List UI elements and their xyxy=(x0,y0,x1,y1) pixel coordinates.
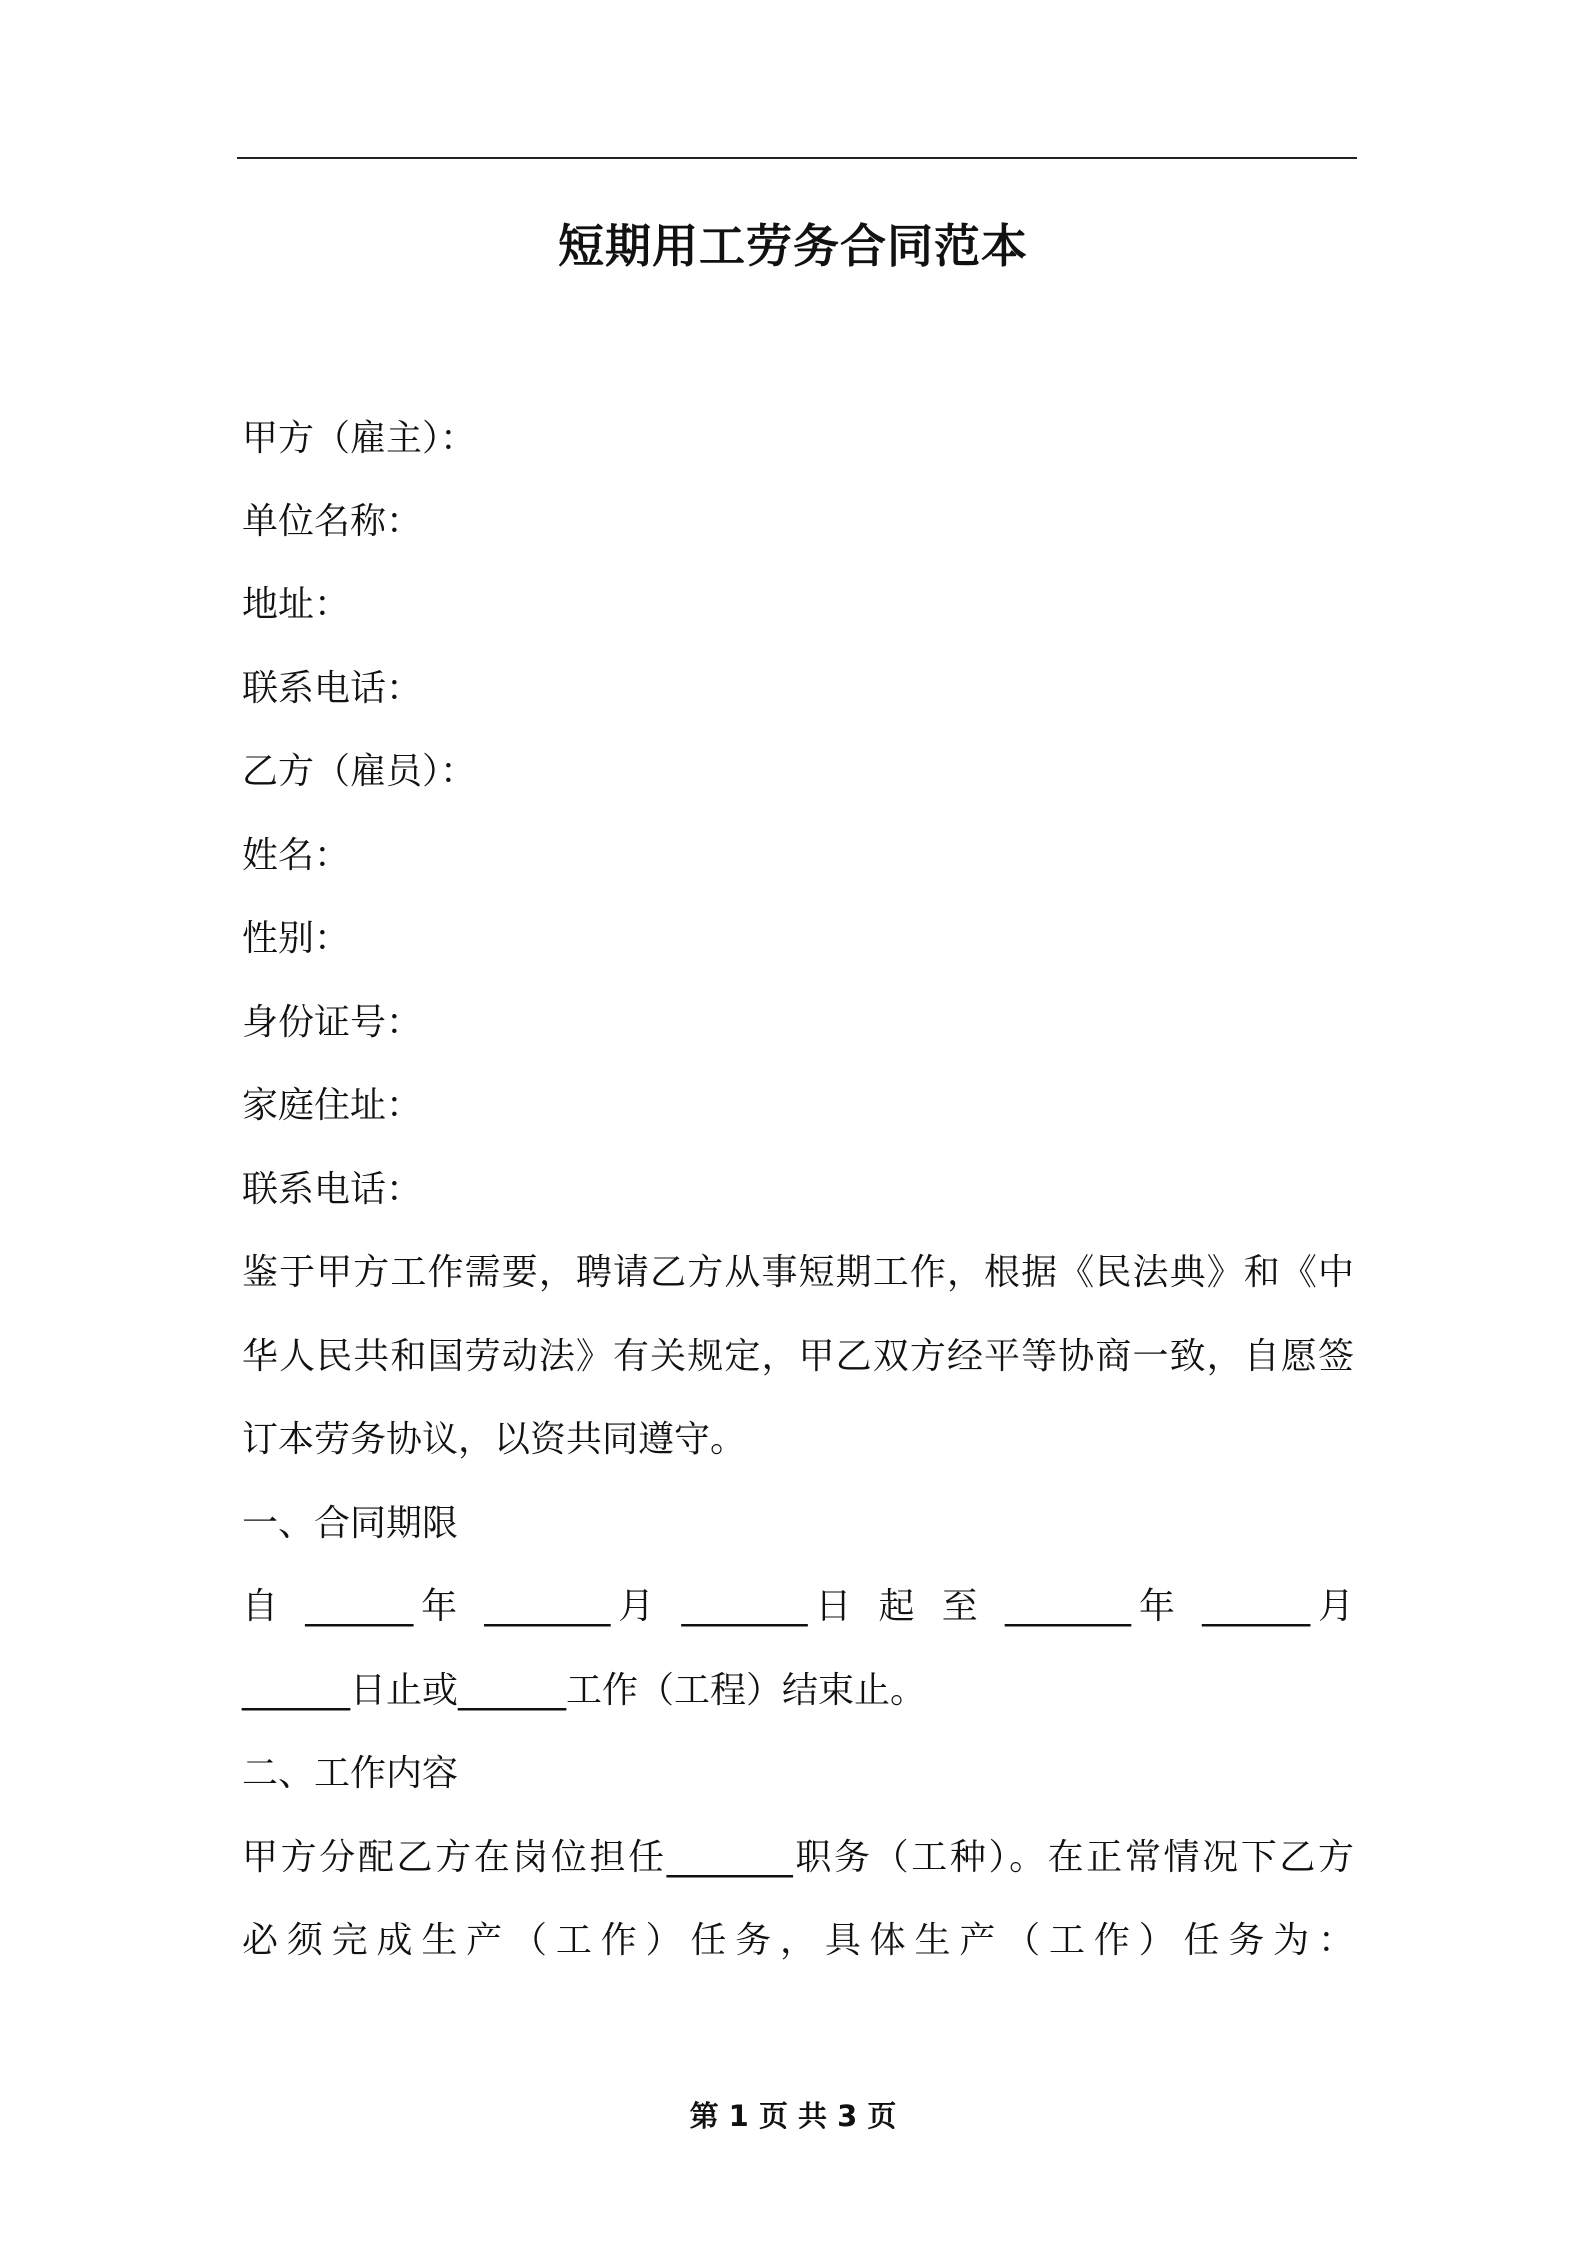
preamble-line-2: 华人民共和国劳动法》有关规定，甲乙双方经平等协商一致，自愿签 xyxy=(242,1336,1354,1377)
party-b-heading: 乙方（雇员）： xyxy=(242,751,477,792)
preamble-line-3: 订本劳务协议，以资共同遵守。 xyxy=(242,1419,747,1460)
section-1-heading: 一、合同期限 xyxy=(242,1503,459,1544)
party-b-gender-label: 性别： xyxy=(242,918,351,959)
header-rule xyxy=(237,157,1357,159)
page-number-footer: 第 1 页 共 3 页 xyxy=(689,2099,897,2133)
document-title: 短期用工劳务合同范本 xyxy=(558,219,1028,273)
contract-term-line-2: ______日止或______工作（工程）结束止。 xyxy=(242,1670,927,1711)
party-a-heading: 甲方（雇主）： xyxy=(242,418,477,459)
section-2-heading: 二、工作内容 xyxy=(242,1753,459,1794)
party-b-id-number-label: 身份证号： xyxy=(242,1002,423,1043)
party-a-phone-label: 联系电话： xyxy=(242,668,423,709)
party-b-name-label: 姓名： xyxy=(242,835,351,876)
preamble-line-1: 鉴于甲方工作需要，聘请乙方从事短期工作，根据《民法典》和《中 xyxy=(242,1252,1354,1293)
party-a-address-label: 地址： xyxy=(242,584,351,625)
party-b-home-address-label: 家庭住址： xyxy=(242,1085,423,1126)
party-a-unit-name-label: 单位名称： xyxy=(242,501,423,542)
work-content-line-2: 必须完成生产（工作）任务，具体生产（工作）任务为： xyxy=(242,1920,1354,1961)
party-b-phone-label: 联系电话： xyxy=(242,1169,423,1210)
work-content-line-1: 甲方分配乙方在岗位担任_______职务（工种）。在正常情况下乙方 xyxy=(242,1837,1354,1878)
contract-term-line-1: 自 ______年 _______月 _______日 起 至 _______年 ______月 xyxy=(242,1586,1354,1627)
